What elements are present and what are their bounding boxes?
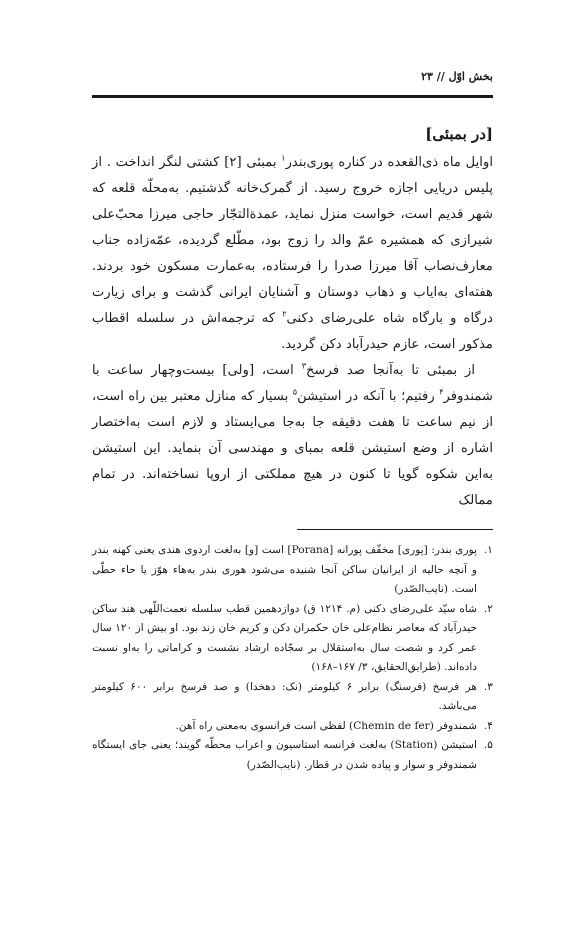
paragraph-text: از بمبئی تا به‌آنجا صد فرسخ [305,363,475,378]
paragraph-text: است، [ولی] بیست‌وچهار ساعت با شمندوفر [92,363,494,404]
footnote-item [92,736,493,775]
footnote-ref: ۱ [281,153,286,163]
footnotes [92,541,493,775]
footnote-number: ۲. [483,602,493,615]
footnote-number: ۵. [483,739,493,751]
footnote-number: ۱. [483,544,493,556]
footnote-text: پوری بندر: [پوری] مخفّف پورانه [Porana] است [و] به‌لغت اردوی هندی یعنی کهنه بندر و آنچه حالیه از ایرانیان ساکن آنجا شنیده می‌شود هوری بندر به‌هاء هوّز یا حاء حطّی است. (نایب‌الصّدر) [92,544,478,595]
footnote-ref: ۵ [292,387,298,397]
footnote-number: ۴. [483,719,493,732]
paragraph-text: بسیار که منازل معتبر بین راه است، از نیم ساعت تا هفت دقیقه جا به‌جا می‌ایستاد و لازم است به‌اختصار اشاره از وضع استیشن قلعه بمبای و مهندسی آن بنماید. این استیشن به‌این شکوه گویا تا کنون در هیچ مملکتی از اروپا نساخته‌اند. در تمام ممالک [92,389,493,508]
paragraph-text: بمبئی [۲] کشتی لنگر انداخت . از پلیس دریایی اجازه خروج رسید. از گمرک‌خانه گذشتیم. بەمحلّه قلعه که شهر قدیم است، خواست منزل نماید، عمدةالتجّار حاجی میرزا محبّ‌علی شیرازی که همشیره عمّ والد را زوج بود، مطّلع گردیده، عمّه‌زاده جناب معارف‌نصاب آقا میرزا صدرا را فرستاده، به‌عمارت مسکون خود بردند. هفته‌ای به‌ایاب و ذهاب دوستان و آشنایان ایرانی گذشت و برای زیارت درگاه و بارگاه شاه علی‌رضای دکنی [92,155,493,326]
footnote-text: استیشن (Station) به‌لغت فرانسه استاسیون و اعراب محطّه گویند؛ یعنی جای ایستگاه شمندوفر و سوار و پیاده شدن در قطار. (نایب‌الصّدر) [92,739,477,771]
body-text [92,150,493,514]
footnote-item [92,717,493,737]
footnote-text: شمندوفر (Chemin de fer) لفظی است فرانسوی به‌معنی راه آهن. [175,719,477,732]
footnote-ref: ۳ [301,361,306,371]
footnote-item [92,678,493,717]
section-title: [در بمبئی] [425,125,493,143]
footnote-rule [297,529,493,530]
footnote-ref: ۲ [282,309,287,319]
paragraph-2 [92,358,493,514]
paragraph-1 [92,150,493,358]
footnote-text: هر فرسخ (فرسنگ) برابر ۶ کیلومتر (نک: دهخدا) و صد فرسخ برابر ۶۰۰ کیلومتر می‌باشد. [92,680,477,712]
footnote-number: ۳. [483,680,493,693]
paragraph-text: که ترجمه‌اش در سلسله اقطاب مذکور است، عازم حیدرآباد دکن گردید. [92,311,493,352]
paragraph-text: رفتیم؛ با آنکه در استیشن [297,389,440,404]
running-head: بخش اوّل // ۲۳ [421,70,493,83]
footnote-item [92,541,493,600]
footnote-item [92,600,493,678]
header-rule [92,95,493,98]
footnote-text: شاه سیّد علی‌رضای دکنی (م. ۱۲۱۴ ق) دوازدهمین قطب سلسله نعمت‌اللّهی هند ساکن حیدرآباد که معاصر نظام‌علی خان حکمران دکن و کریم خان زند بود. او بیش از ۱۲۰ سال عمر کرد و شصت سال به‌استقلال بر سجّاده ارشاد نشست و کراماتی را به‌او نسبت داده‌اند. (طرایق‌الحقایق، ۳/ ۱۶۷–۱۶۸) [92,602,478,673]
paragraph-text: اوایل ماه ذی‌القعده در کناره پوری‌بندر [285,155,493,170]
footnote-ref: ۴ [439,387,444,397]
